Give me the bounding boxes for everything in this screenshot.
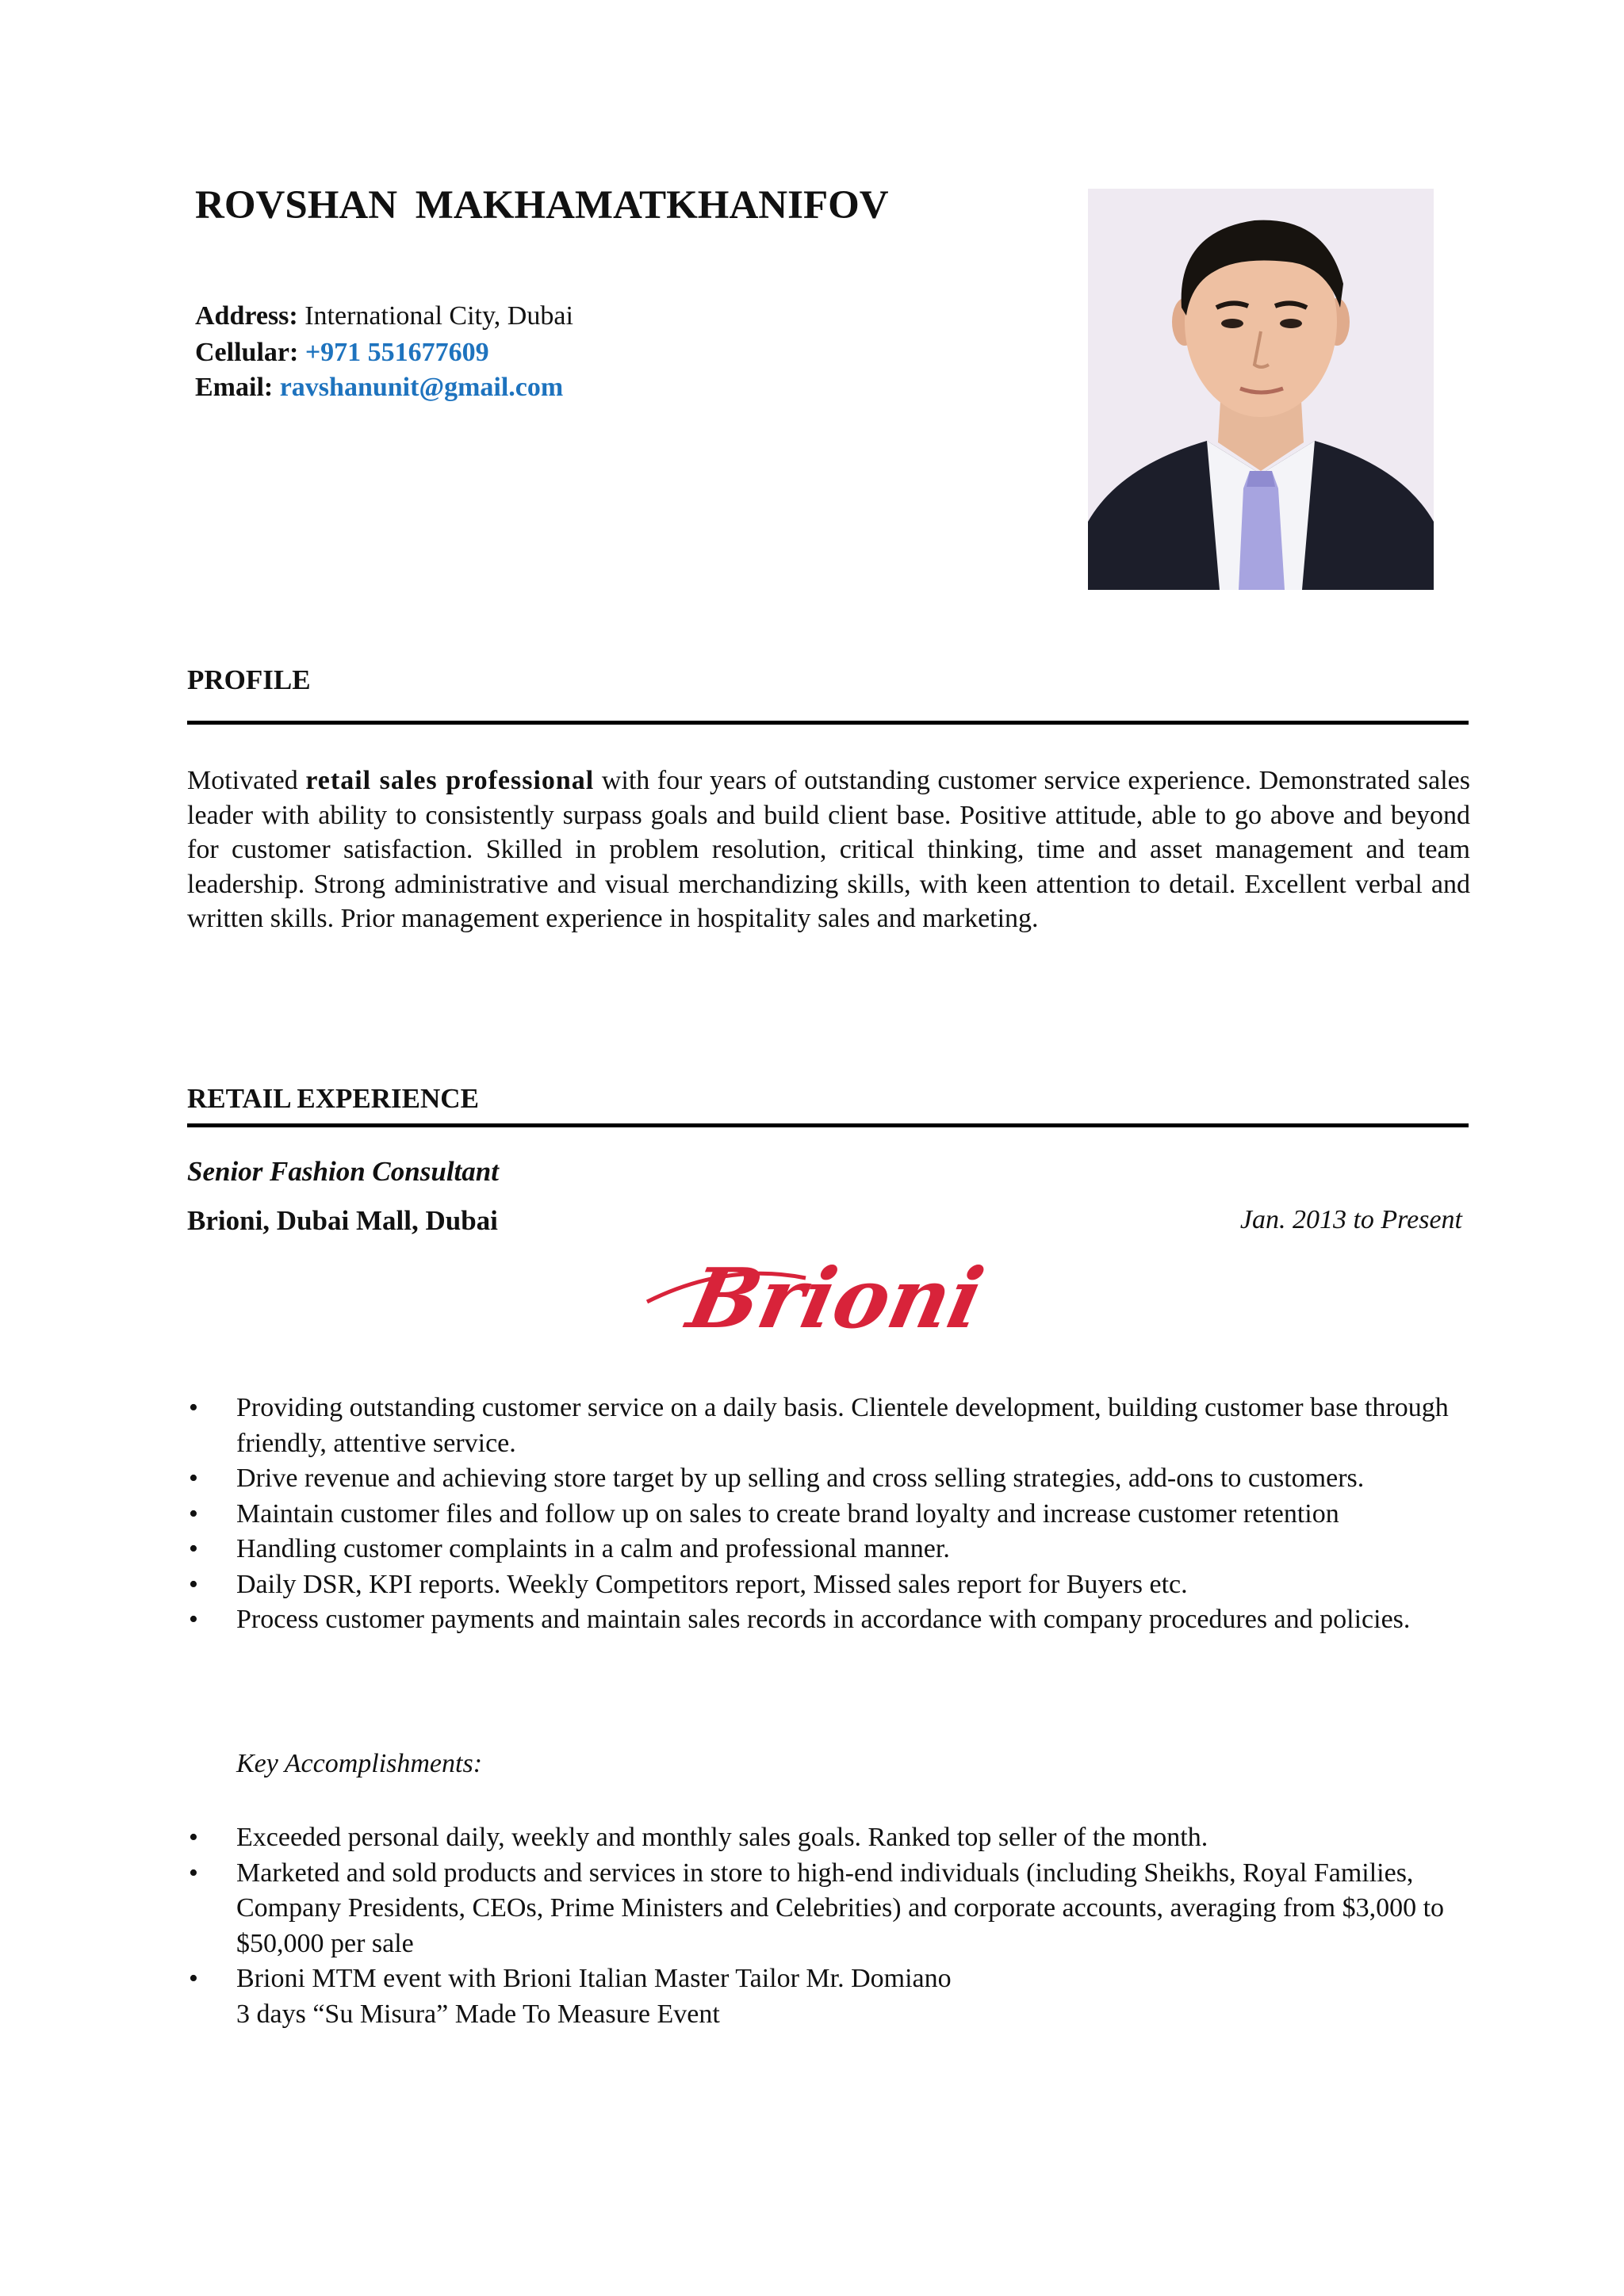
candidate-name: ROVSHAN MAKHAMATKHANIFOV: [195, 183, 889, 228]
brioni-logo-text: Brioni: [680, 1249, 992, 1347]
profile-body: with four years of outstanding customer service experience. Demonstrated sales leader with ability to consistently surpass goals and build client base. Positive attitude, able to go above and beyond for customer satisfaction. Skilled in problem resolution, critical thinking, time and asset management and team leadership. Strong administrative and visual merchandizing skills, with keen attention to detail. Excellent verbal and written skills. Prior management experience in hospitality sales and marketing.: [187, 766, 1470, 933]
cellular-line: [195, 338, 489, 368]
bullet-icon: •: [189, 1823, 198, 1852]
duty-item: [187, 1602, 1488, 1638]
email-link[interactable]: ravshanunit@gmail.com: [279, 373, 564, 402]
experience-divider: [187, 1123, 1469, 1127]
duty-item: [187, 1461, 1488, 1497]
address-value: International City, Dubai: [297, 301, 573, 331]
bullet-icon: •: [189, 1964, 198, 1993]
bullet-icon: •: [189, 1464, 198, 1493]
duty-text: Handling customer complaints in a calm and professional manner.: [236, 1534, 950, 1563]
duty-item: [187, 1567, 1488, 1603]
duty-text: Maintain customer files and follow up on sales to create brand loyalty and increase customer retention: [236, 1498, 1339, 1529]
cellular-label: Cellular:: [195, 338, 299, 367]
duty-text: Daily DSR, KPI reports. Weekly Competitors report, Missed sales report for Buyers etc.: [236, 1569, 1188, 1599]
bullet-icon: •: [189, 1498, 198, 1529]
job-title: Senior Fashion Consultant: [187, 1156, 499, 1187]
address-label: Address:: [195, 301, 298, 331]
email-label: Email:: [195, 373, 274, 402]
brioni-logo: [631, 1246, 1028, 1349]
profile-highlight: retail sales professional: [305, 766, 595, 795]
accomplishment-item: [187, 1820, 1488, 1856]
duty-item: [187, 1532, 1488, 1567]
duty-item: [187, 1391, 1488, 1461]
duty-text: Process customer payments and maintain sales records in accordance with company procedures and policies.: [236, 1605, 1411, 1634]
duty-text: Providing outstanding customer service on a daily basis. Clientele development, building customer base through friendly, attentive service.: [236, 1393, 1449, 1458]
accomplishment-text: Exceeded personal daily, weekly and monthly sales goals. Ranked top seller of the month.: [236, 1823, 1208, 1852]
employment-dates: Jan. 2013 to Present: [1239, 1205, 1462, 1234]
profile-heading: PROFILE: [187, 664, 311, 695]
email-line: [195, 373, 563, 403]
profile-summary: [187, 763, 1470, 936]
accomplishment-text: Brioni MTM event with Brioni Italian Master Tailor Mr. Domiano: [236, 1964, 952, 1993]
accomplishment-text: Marketed and sold products and services in store to high-end individuals (including Sheikhs, Royal Families, Company Presidents, CEOs, Prime Ministers and Celebrities) and corporate accounts, averaging from $3,000 to $50,000 per sale: [236, 1858, 1445, 1958]
profile-photo: [1088, 189, 1434, 590]
bullet-icon: •: [189, 1393, 198, 1422]
address-line: [195, 301, 573, 331]
duty-text: Drive revenue and achieving store target by up selling and cross selling strategies, add-ons to customers.: [236, 1464, 1365, 1493]
profile-divider: [187, 721, 1469, 725]
bullet-icon: •: [189, 1605, 198, 1634]
cellular-link[interactable]: +971 551677609: [304, 338, 489, 367]
experience-heading: RETAIL EXPERIENCE: [187, 1083, 479, 1114]
bullet-icon: •: [189, 1569, 198, 1599]
bullet-icon: •: [189, 1534, 198, 1563]
accomplishment-text: 3 days “Su Misura” Made To Measure Event: [236, 1999, 720, 2029]
duty-item: [187, 1497, 1488, 1533]
accomplishment-item: [187, 1856, 1488, 1962]
duties-list: [187, 1391, 1488, 1638]
accomplishments-heading: Key Accomplishments:: [236, 1749, 483, 1778]
accomplishments-list: [187, 1820, 1488, 2032]
company-name: Brioni, Dubai Mall, Dubai: [187, 1205, 498, 1236]
profile-intro: Motivated: [187, 766, 306, 795]
bullet-icon: •: [189, 1858, 198, 1888]
accomplishment-item: [187, 1961, 1488, 2032]
